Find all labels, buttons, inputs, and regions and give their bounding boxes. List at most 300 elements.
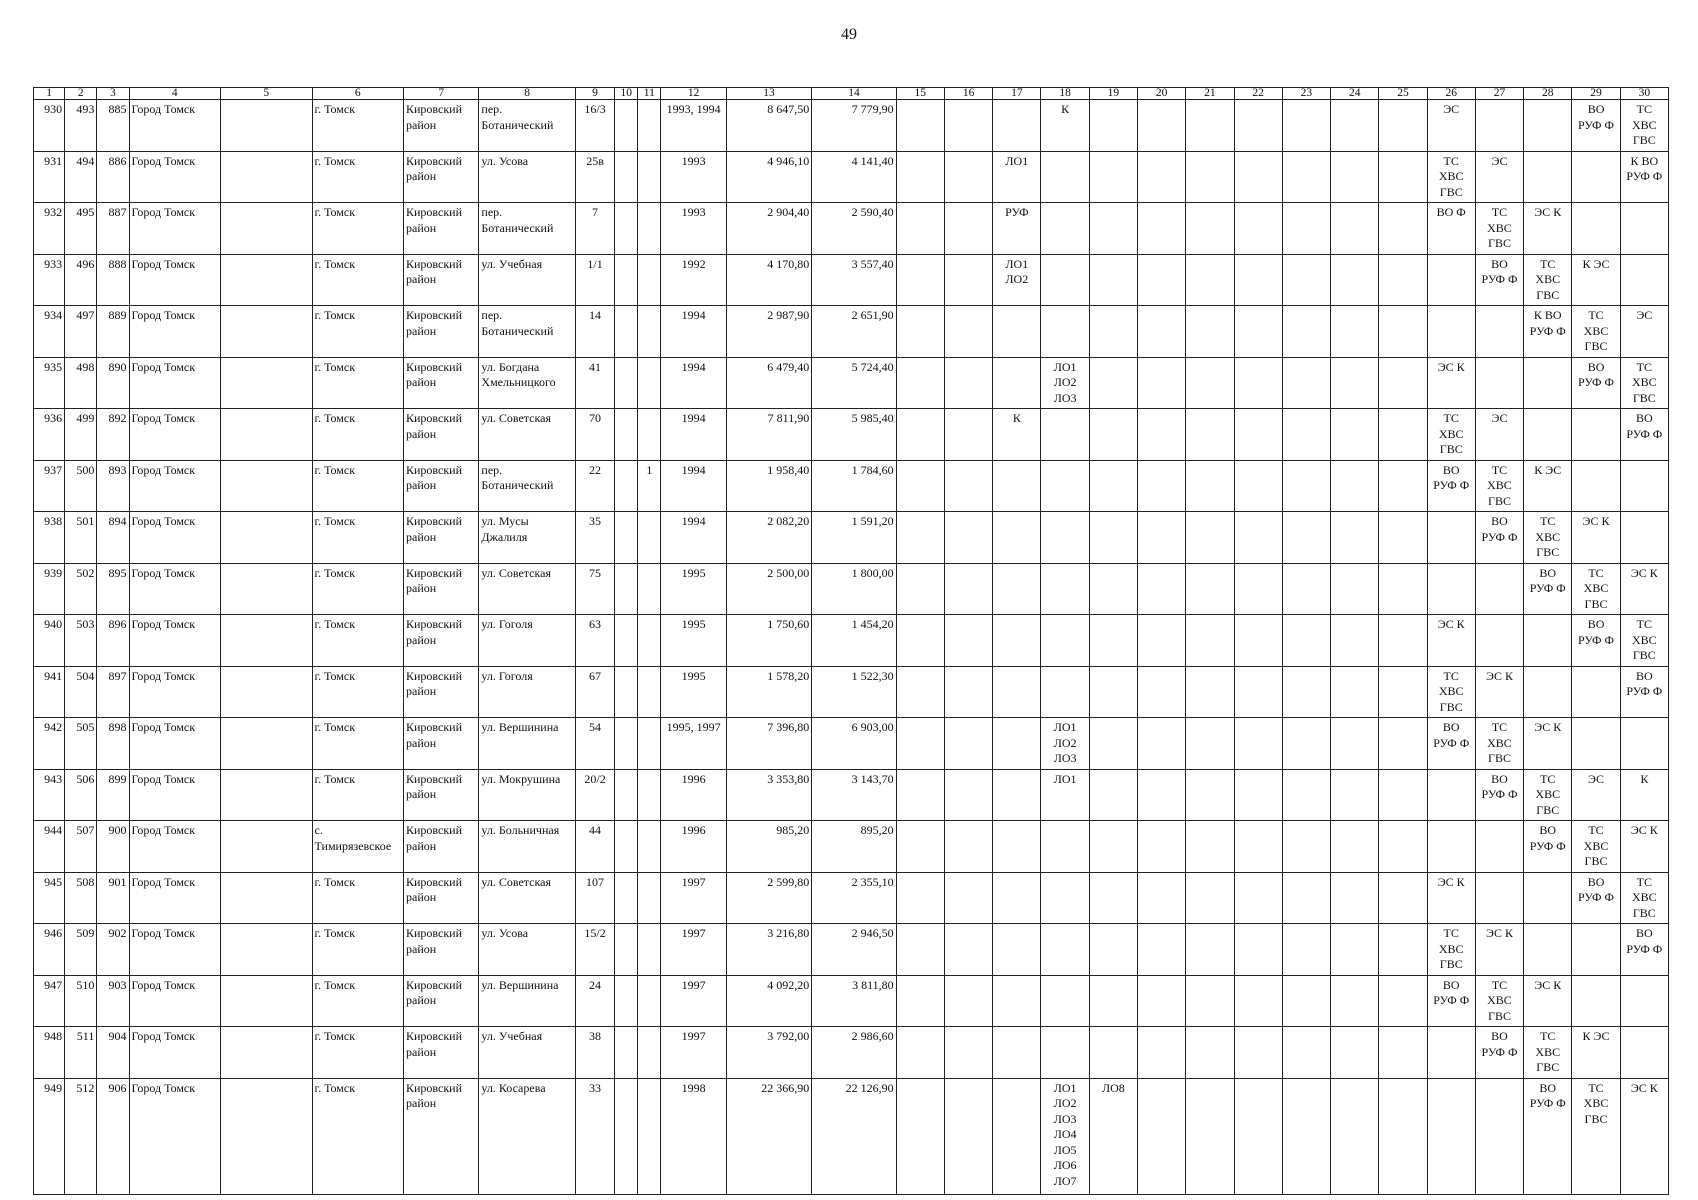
column-header: 15 [896,88,944,100]
table-cell: г. Томск [312,254,404,306]
table-cell [1572,151,1620,203]
table-cell [944,924,992,976]
table-cell: ЛО1 [993,151,1041,203]
table-cell [1186,1027,1234,1079]
column-header: 3 [97,88,129,100]
table-cell: 949 [34,1078,65,1194]
table-cell [1379,718,1427,770]
table-cell [1186,872,1234,924]
table-cell [1089,1027,1137,1079]
table-cell: ЭС К [1524,975,1572,1027]
table-cell [944,306,992,358]
table-cell [1089,975,1137,1027]
table-cell [1138,1027,1186,1079]
column-header: 14 [812,88,896,100]
table-cell: ТС ХВС ГВС [1572,306,1620,358]
table-cell [896,1078,944,1194]
table-cell [1282,666,1330,718]
table-cell: ТС ХВС ГВС [1620,100,1668,152]
table-cell [1138,615,1186,667]
table-cell [1572,409,1620,461]
table-row [34,409,1669,461]
table-cell [638,821,661,873]
table-cell: Город Томск [129,357,221,409]
table-cell: 506 [65,769,97,821]
table-cell [638,409,661,461]
table-cell: ЭС К [1427,615,1475,667]
table-cell [1234,357,1282,409]
table-cell [638,975,661,1027]
table-cell [993,872,1041,924]
table-cell [1234,1027,1282,1079]
table-cell [1041,872,1089,924]
table-cell: ул. Усова [479,924,576,976]
table-cell: ЛО1 ЛО2 ЛО3 ЛО4 ЛО5 ЛО6 ЛО7 [1041,1078,1089,1194]
table-cell [1138,924,1186,976]
table-cell [1331,872,1379,924]
table-cell: 33 [575,1078,614,1194]
table-cell [638,306,661,358]
table-cell [1282,100,1330,152]
table-cell: Кировский район [404,975,479,1027]
table-cell [221,357,313,409]
table-cell: ТС ХВС ГВС [1572,1078,1620,1194]
table-cell: Город Томск [129,821,221,873]
table-cell [1331,1078,1379,1194]
table-cell: 3 811,80 [812,975,896,1027]
table-cell: пер. Ботанический [479,203,576,255]
table-cell [944,615,992,667]
table-cell [638,718,661,770]
table-cell [944,254,992,306]
table-cell: ЭС К [1427,872,1475,924]
table-cell [1331,151,1379,203]
table-cell: ЭС К [1524,718,1572,770]
column-header: 11 [638,88,661,100]
table-cell: Город Томск [129,512,221,564]
table-cell [1572,924,1620,976]
table-cell: 892 [97,409,129,461]
table-cell: 7 [575,203,614,255]
table-cell: ЭС К [1620,563,1668,615]
table-cell: 1997 [661,1027,726,1079]
table-cell [1331,512,1379,564]
table-cell [221,100,313,152]
table-cell [1234,718,1282,770]
table-cell [896,460,944,512]
table-cell [993,512,1041,564]
table-cell: 943 [34,769,65,821]
table-row [34,1027,1669,1079]
table-cell: Кировский район [404,254,479,306]
table-cell [993,1027,1041,1079]
table-cell: г. Томск [312,512,404,564]
table-cell [1234,460,1282,512]
table-cell: ТС ХВС ГВС [1475,718,1523,770]
table-cell: пер. Ботанический [479,100,576,152]
table-cell: 22 [575,460,614,512]
table-cell [944,872,992,924]
table-cell [1427,769,1475,821]
table-cell [1572,666,1620,718]
table-cell [638,203,661,255]
table-cell [1234,306,1282,358]
table-cell [1572,203,1620,255]
table-cell [1282,203,1330,255]
table-cell [1138,460,1186,512]
table-cell [1475,1078,1523,1194]
table-cell: К ВО РУФ Ф [1620,151,1668,203]
table-cell: 2 355,10 [812,872,896,924]
table-cell [1089,254,1137,306]
table-cell: 899 [97,769,129,821]
table-cell: Город Томск [129,975,221,1027]
table-cell [1282,151,1330,203]
table-cell: 1995 [661,615,726,667]
table-cell: 1997 [661,872,726,924]
table-cell [1331,203,1379,255]
table-cell: К [1041,100,1089,152]
table-cell [1186,666,1234,718]
table-cell: Город Томск [129,254,221,306]
table-cell: г. Томск [312,666,404,718]
table-cell: Кировский район [404,409,479,461]
table-cell: 1992 [661,254,726,306]
table-cell [1524,924,1572,976]
column-header: 21 [1186,88,1234,100]
table-cell [993,306,1041,358]
table-cell [1186,512,1234,564]
table-cell [1379,1078,1427,1194]
table-cell: 2 987,90 [726,306,811,358]
table-cell [1041,409,1089,461]
table-cell: ТС ХВС ГВС [1427,409,1475,461]
table-cell: г. Томск [312,409,404,461]
table-cell [1427,821,1475,873]
table-cell: ЭС К [1524,203,1572,255]
table-cell: 16/3 [575,100,614,152]
table-cell [1379,460,1427,512]
table-cell: 934 [34,306,65,358]
table-cell: Город Томск [129,718,221,770]
table-cell [615,1078,638,1194]
table-cell: ВО РУФ Ф [1475,254,1523,306]
table-cell: Кировский район [404,615,479,667]
table-cell: ул. Советская [479,872,576,924]
table-cell: Кировский район [404,203,479,255]
table-cell [1282,924,1330,976]
table-cell [1186,254,1234,306]
table-cell [1186,718,1234,770]
table-cell [1234,409,1282,461]
table-cell: ЭС [1475,409,1523,461]
table-cell: 1994 [661,357,726,409]
table-cell [1379,357,1427,409]
table-cell [1331,924,1379,976]
table-cell: Город Томск [129,1078,221,1194]
table-cell [1620,512,1668,564]
table-cell: ТС ХВС ГВС [1524,254,1572,306]
table-cell [1620,1027,1668,1079]
table-cell [1089,306,1137,358]
table-cell [1620,460,1668,512]
table-cell: Город Томск [129,151,221,203]
table-cell [221,254,313,306]
table-cell: ул. Советская [479,563,576,615]
table-cell: ВО РУФ Ф [1475,769,1523,821]
table-cell: 54 [575,718,614,770]
table-cell [944,563,992,615]
table-cell [1282,357,1330,409]
table-cell [944,821,992,873]
table-cell: 3 557,40 [812,254,896,306]
table-cell [1379,254,1427,306]
table-cell: 896 [97,615,129,667]
table-cell: ЭС К [1427,357,1475,409]
table-cell: 1994 [661,460,726,512]
table-cell: 107 [575,872,614,924]
table-cell: 498 [65,357,97,409]
table-cell [1475,100,1523,152]
table-cell: ул. Вершинина [479,718,576,770]
table-cell: ВО РУФ Ф [1572,872,1620,924]
table-cell [1379,821,1427,873]
table-cell: 895,20 [812,821,896,873]
table-cell [1041,306,1089,358]
table-cell: 2 651,90 [812,306,896,358]
table-cell: 932 [34,203,65,255]
table-cell [1282,1027,1330,1079]
table-cell [1234,563,1282,615]
table-cell [1089,924,1137,976]
table-cell: 901 [97,872,129,924]
table-cell: ЛО1 ЛО2 [993,254,1041,306]
table-cell [1427,1027,1475,1079]
table-cell: 4 946,10 [726,151,811,203]
table-cell: 1 578,20 [726,666,811,718]
table-cell [615,151,638,203]
table-cell: Кировский район [404,872,479,924]
table-cell: Город Томск [129,203,221,255]
table-cell [221,924,313,976]
table-cell: ЭС [1572,769,1620,821]
table-cell [896,203,944,255]
table-cell [896,718,944,770]
table-cell: 1995, 1997 [661,718,726,770]
table-cell [221,1078,313,1194]
table-cell: 38 [575,1027,614,1079]
column-header: 20 [1138,88,1186,100]
table-cell [1089,460,1137,512]
table-cell [1041,666,1089,718]
table-cell: г. Томск [312,100,404,152]
table-cell [896,821,944,873]
table-cell: Кировский район [404,769,479,821]
table-cell [1620,254,1668,306]
table-cell [221,821,313,873]
table-cell: ЛО1 ЛО2 ЛО3 [1041,718,1089,770]
table-cell [221,203,313,255]
table-cell: 502 [65,563,97,615]
table-cell [896,563,944,615]
table-cell: 1 958,40 [726,460,811,512]
table-cell: Город Томск [129,460,221,512]
table-cell: г. Томск [312,975,404,1027]
table-cell [1186,460,1234,512]
table-cell [993,821,1041,873]
table-cell [1234,975,1282,1027]
table-cell [1138,357,1186,409]
table-cell [1041,563,1089,615]
table-cell [1282,718,1330,770]
table-cell [896,769,944,821]
table-cell [944,975,992,1027]
table-cell [1475,872,1523,924]
table-cell [1234,100,1282,152]
column-header: 28 [1524,88,1572,100]
table-cell [1138,1078,1186,1194]
table-cell: ВО РУФ Ф [1620,666,1668,718]
table-row [34,563,1669,615]
table-cell: 512 [65,1078,97,1194]
table-cell: 898 [97,718,129,770]
column-header: 4 [129,88,221,100]
table-cell: РУФ [993,203,1041,255]
table-cell [1524,151,1572,203]
table-cell: 1994 [661,512,726,564]
table-cell: 1 454,20 [812,615,896,667]
table-cell [615,821,638,873]
table-cell [1620,203,1668,255]
table-cell: 936 [34,409,65,461]
table-cell: 25в [575,151,614,203]
table-cell [1379,409,1427,461]
table-cell [1379,666,1427,718]
table-cell: Кировский район [404,563,479,615]
table-cell [1089,512,1137,564]
column-header: 26 [1427,88,1475,100]
table-row [34,718,1669,770]
table-cell: 15/2 [575,924,614,976]
table-cell: 2 590,40 [812,203,896,255]
table-cell: ул. Советская [479,409,576,461]
table-cell [1089,872,1137,924]
table-cell [944,100,992,152]
table-cell [615,924,638,976]
table-cell [1041,924,1089,976]
table-cell [1620,975,1668,1027]
table-cell: 885 [97,100,129,152]
table-cell: 505 [65,718,97,770]
table-cell: ВО РУФ Ф [1524,821,1572,873]
table-cell [993,460,1041,512]
table-cell [1524,409,1572,461]
table-cell [896,512,944,564]
table-cell [896,254,944,306]
table-cell [1186,924,1234,976]
table-cell: 946 [34,924,65,976]
page-number: 49 [841,26,857,43]
table-cell [221,1027,313,1079]
table-cell [615,615,638,667]
table-cell: 4 170,80 [726,254,811,306]
table-row [34,460,1669,512]
table-cell [1186,203,1234,255]
table-cell: 1995 [661,563,726,615]
table-cell [944,357,992,409]
table-cell: ул. Усова [479,151,576,203]
table-cell: ЭС [1427,100,1475,152]
table-cell: 500 [65,460,97,512]
table-cell: 947 [34,975,65,1027]
table-cell [221,306,313,358]
table-cell: ТС ХВС ГВС [1427,666,1475,718]
table-cell [1331,975,1379,1027]
table-cell [615,666,638,718]
table-cell [1331,666,1379,718]
table-cell: К ЭС [1524,460,1572,512]
table-cell: 1/1 [575,254,614,306]
table-cell: 935 [34,357,65,409]
table-cell: 509 [65,924,97,976]
table-cell: ул. Гоголя [479,666,576,718]
table-cell [1282,615,1330,667]
table-cell: Город Томск [129,924,221,976]
table-cell [1138,718,1186,770]
column-header: 6 [312,88,404,100]
table-cell: 894 [97,512,129,564]
table-cell: ЛО8 [1089,1078,1137,1194]
table-cell [896,975,944,1027]
table-cell: Город Томск [129,563,221,615]
table-cell [944,512,992,564]
table-cell: ЭС К [1475,924,1523,976]
table-cell: г. Томск [312,1027,404,1079]
table-cell [993,975,1041,1027]
table-cell: К ЭС [1572,254,1620,306]
table-cell [1379,100,1427,152]
table-cell [1138,203,1186,255]
table-cell: ЭС [1475,151,1523,203]
table-cell [1379,872,1427,924]
table-cell [1186,821,1234,873]
table-cell: 1997 [661,975,726,1027]
table-cell [1089,615,1137,667]
table-cell [1186,615,1234,667]
table-cell [1475,306,1523,358]
table-cell [1041,615,1089,667]
table-cell: 41 [575,357,614,409]
table-cell: ТС ХВС ГВС [1620,357,1668,409]
table-row [34,821,1669,873]
table-cell: 939 [34,563,65,615]
table-cell: 1 522,30 [812,666,896,718]
table-cell: 937 [34,460,65,512]
table-cell [1234,1078,1282,1194]
table-cell [1138,100,1186,152]
table-cell: ВО РУФ Ф [1572,615,1620,667]
table-cell [1282,821,1330,873]
column-header: 10 [615,88,638,100]
table-cell [896,409,944,461]
table-cell [615,1027,638,1079]
table-cell [1041,203,1089,255]
table-cell: ВО РУФ Ф [1572,100,1620,152]
table-cell [944,769,992,821]
table-cell [221,460,313,512]
table-cell [638,357,661,409]
table-cell [638,924,661,976]
